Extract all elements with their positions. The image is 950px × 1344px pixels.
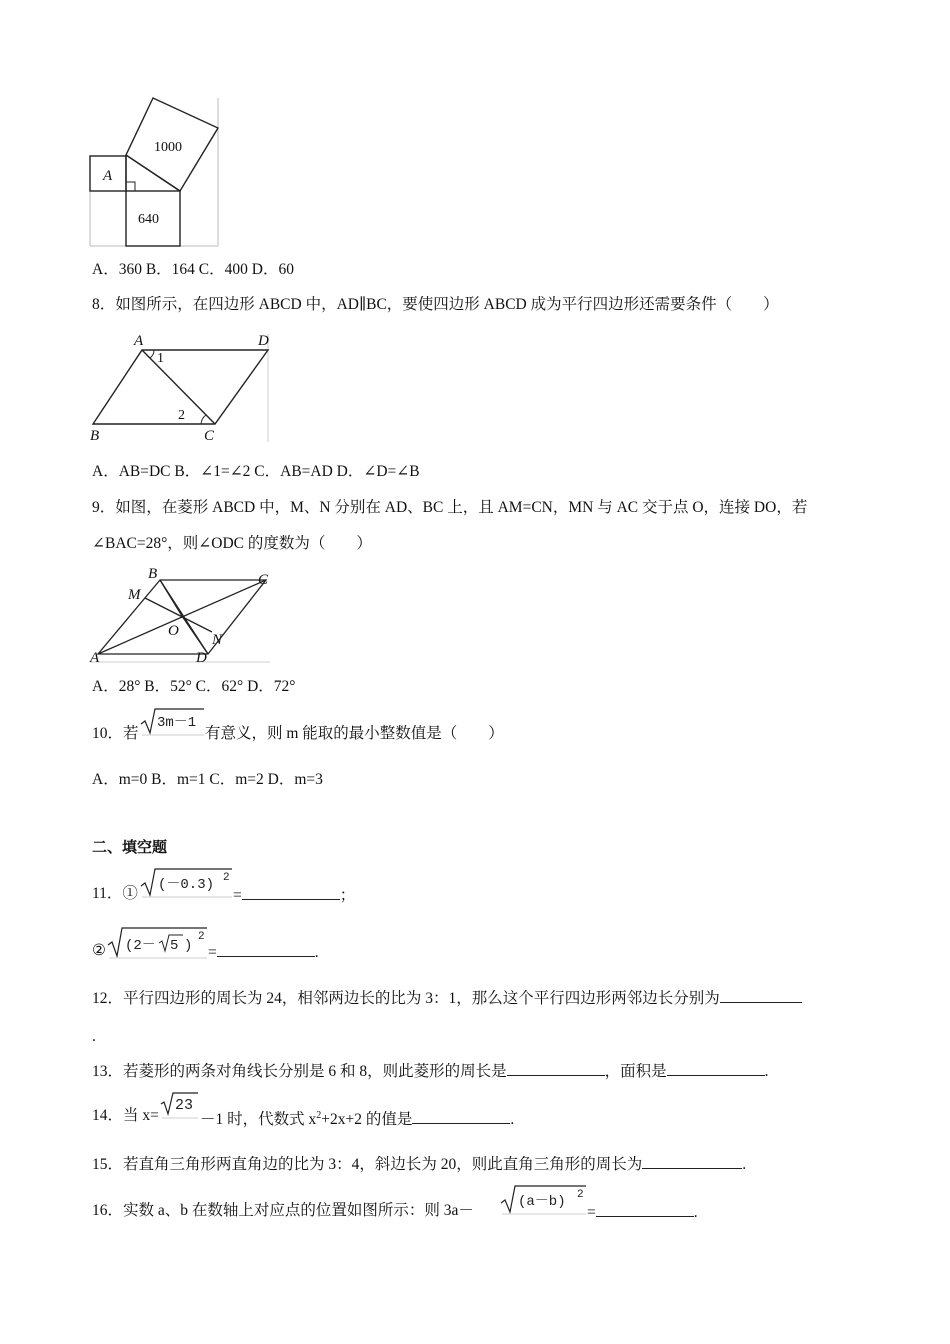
q11-part2-answer: = . bbox=[208, 940, 319, 964]
q9-options: A．28° B．52° C．62° D．72° bbox=[92, 678, 296, 695]
q16-sqrt-expression bbox=[500, 1183, 588, 1217]
svg-text:): ) bbox=[184, 938, 193, 954]
answer-blank[interactable] bbox=[720, 986, 802, 1003]
vertex-c: C bbox=[258, 572, 269, 588]
q10-options: A．m=0 B．m=1 C．m=2 D．m=3 bbox=[92, 771, 323, 788]
vertex-c: C bbox=[204, 428, 215, 444]
q7-options: A．360 B．164 C．400 D．60 bbox=[92, 261, 294, 278]
vertex-d: D bbox=[258, 333, 269, 349]
vertex-d: D bbox=[196, 650, 207, 666]
q10-suffix: 有意义，则 m 能取的最小整数值是（ ） bbox=[205, 725, 504, 742]
svg-text:2: 2 bbox=[198, 931, 205, 943]
q11-sqrt-expression-2 bbox=[107, 925, 209, 961]
q12-tail: . bbox=[92, 1028, 96, 1045]
vertex-a: A bbox=[134, 333, 144, 349]
q9-figure bbox=[88, 566, 272, 666]
vertex-m: M bbox=[128, 587, 141, 603]
q10-sqrt-expression bbox=[140, 706, 206, 738]
svg-text:23: 23 bbox=[175, 1097, 194, 1114]
svg-text:2: 2 bbox=[577, 1189, 584, 1201]
svg-text:(a－b): (a－b) bbox=[518, 1194, 566, 1210]
svg-text:(2－: (2－ bbox=[125, 938, 156, 954]
answer-blank[interactable] bbox=[242, 883, 340, 900]
q11-part1-answer: = ； bbox=[233, 883, 355, 907]
svg-text:(－0.3): (－0.3) bbox=[158, 877, 215, 893]
q11-part2-prefix: ② bbox=[92, 942, 106, 959]
square-label-640: 640 bbox=[138, 212, 159, 227]
angle-1-label: 1 bbox=[157, 351, 164, 366]
q14-rest: －1 时，代数式 $x^2+2x+2$ 的值是 . bbox=[200, 1105, 514, 1131]
q14-prefix: 14．当 x= bbox=[92, 1107, 159, 1124]
q7-figure bbox=[88, 96, 224, 248]
q11-sqrt-expression-1 bbox=[140, 866, 234, 900]
point-o: O bbox=[168, 623, 179, 639]
svg-text:3m－1: 3m－1 bbox=[157, 715, 197, 731]
q15-stem: 15．若直角三角形两直角边的比为 3：4，斜边长为 20，则此直角三角形的周长为 . bbox=[92, 1152, 746, 1176]
answer-blank[interactable] bbox=[596, 1200, 694, 1217]
square-label-a: A bbox=[103, 168, 113, 184]
answer-blank[interactable] bbox=[217, 940, 315, 957]
vertex-b: B bbox=[148, 566, 158, 582]
svg-text:2: 2 bbox=[223, 872, 230, 884]
q16-prefix: 16．实数 a、b 在数轴上对应点的位置如图所示：则 3a－ bbox=[92, 1202, 474, 1219]
answer-blank[interactable] bbox=[507, 1059, 605, 1076]
section-title: 二、填空题 bbox=[92, 839, 168, 856]
q16-answer: = . bbox=[587, 1200, 698, 1224]
q13-stem: 13．若菱形的两条对角线长分别是 6 和 8，则此菱形的周长是 ，面积是 . bbox=[92, 1059, 769, 1083]
answer-blank[interactable] bbox=[667, 1059, 765, 1076]
svg-text:5: 5 bbox=[170, 938, 179, 954]
q8-options: A．AB=DC B．∠1=∠2 C．AB=AD D．∠D=∠B bbox=[92, 463, 420, 480]
q9-stem-line2: ∠BAC=28°，则∠ODC 的度数为（ ） bbox=[92, 535, 372, 552]
vertex-b: B bbox=[90, 428, 100, 444]
q12-stem: 12．平行四边形的周长为 24，相邻两边长的比为 3：1，那么这个平行四边形两邻边长分别为 bbox=[92, 986, 802, 1010]
q10-prefix: 10．若 bbox=[92, 725, 139, 742]
vertex-n: N bbox=[212, 632, 223, 648]
square-label-1000: 1000 bbox=[154, 140, 182, 155]
vertex-a: A bbox=[90, 650, 100, 666]
answer-blank[interactable] bbox=[642, 1152, 742, 1169]
answer-blank[interactable] bbox=[412, 1107, 510, 1124]
q8-figure bbox=[88, 330, 272, 444]
q11-part1-prefix: 11．① bbox=[92, 885, 138, 902]
q14-sqrt-expression bbox=[160, 1090, 200, 1122]
q9-stem-line1: 9．如图，在菱形 ABCD 中，M、N 分别在 AD、BC 上，且 AM=CN，MN 与 AC 交于点 O，连接 DO，若 bbox=[92, 499, 808, 516]
q8-stem: 8．如图所示，在四边形 ABCD 中，AD∥BC，要使四边形 ABCD 成为平行四边形还需要条件（ ） bbox=[92, 296, 779, 313]
angle-2-label: 2 bbox=[178, 408, 185, 423]
